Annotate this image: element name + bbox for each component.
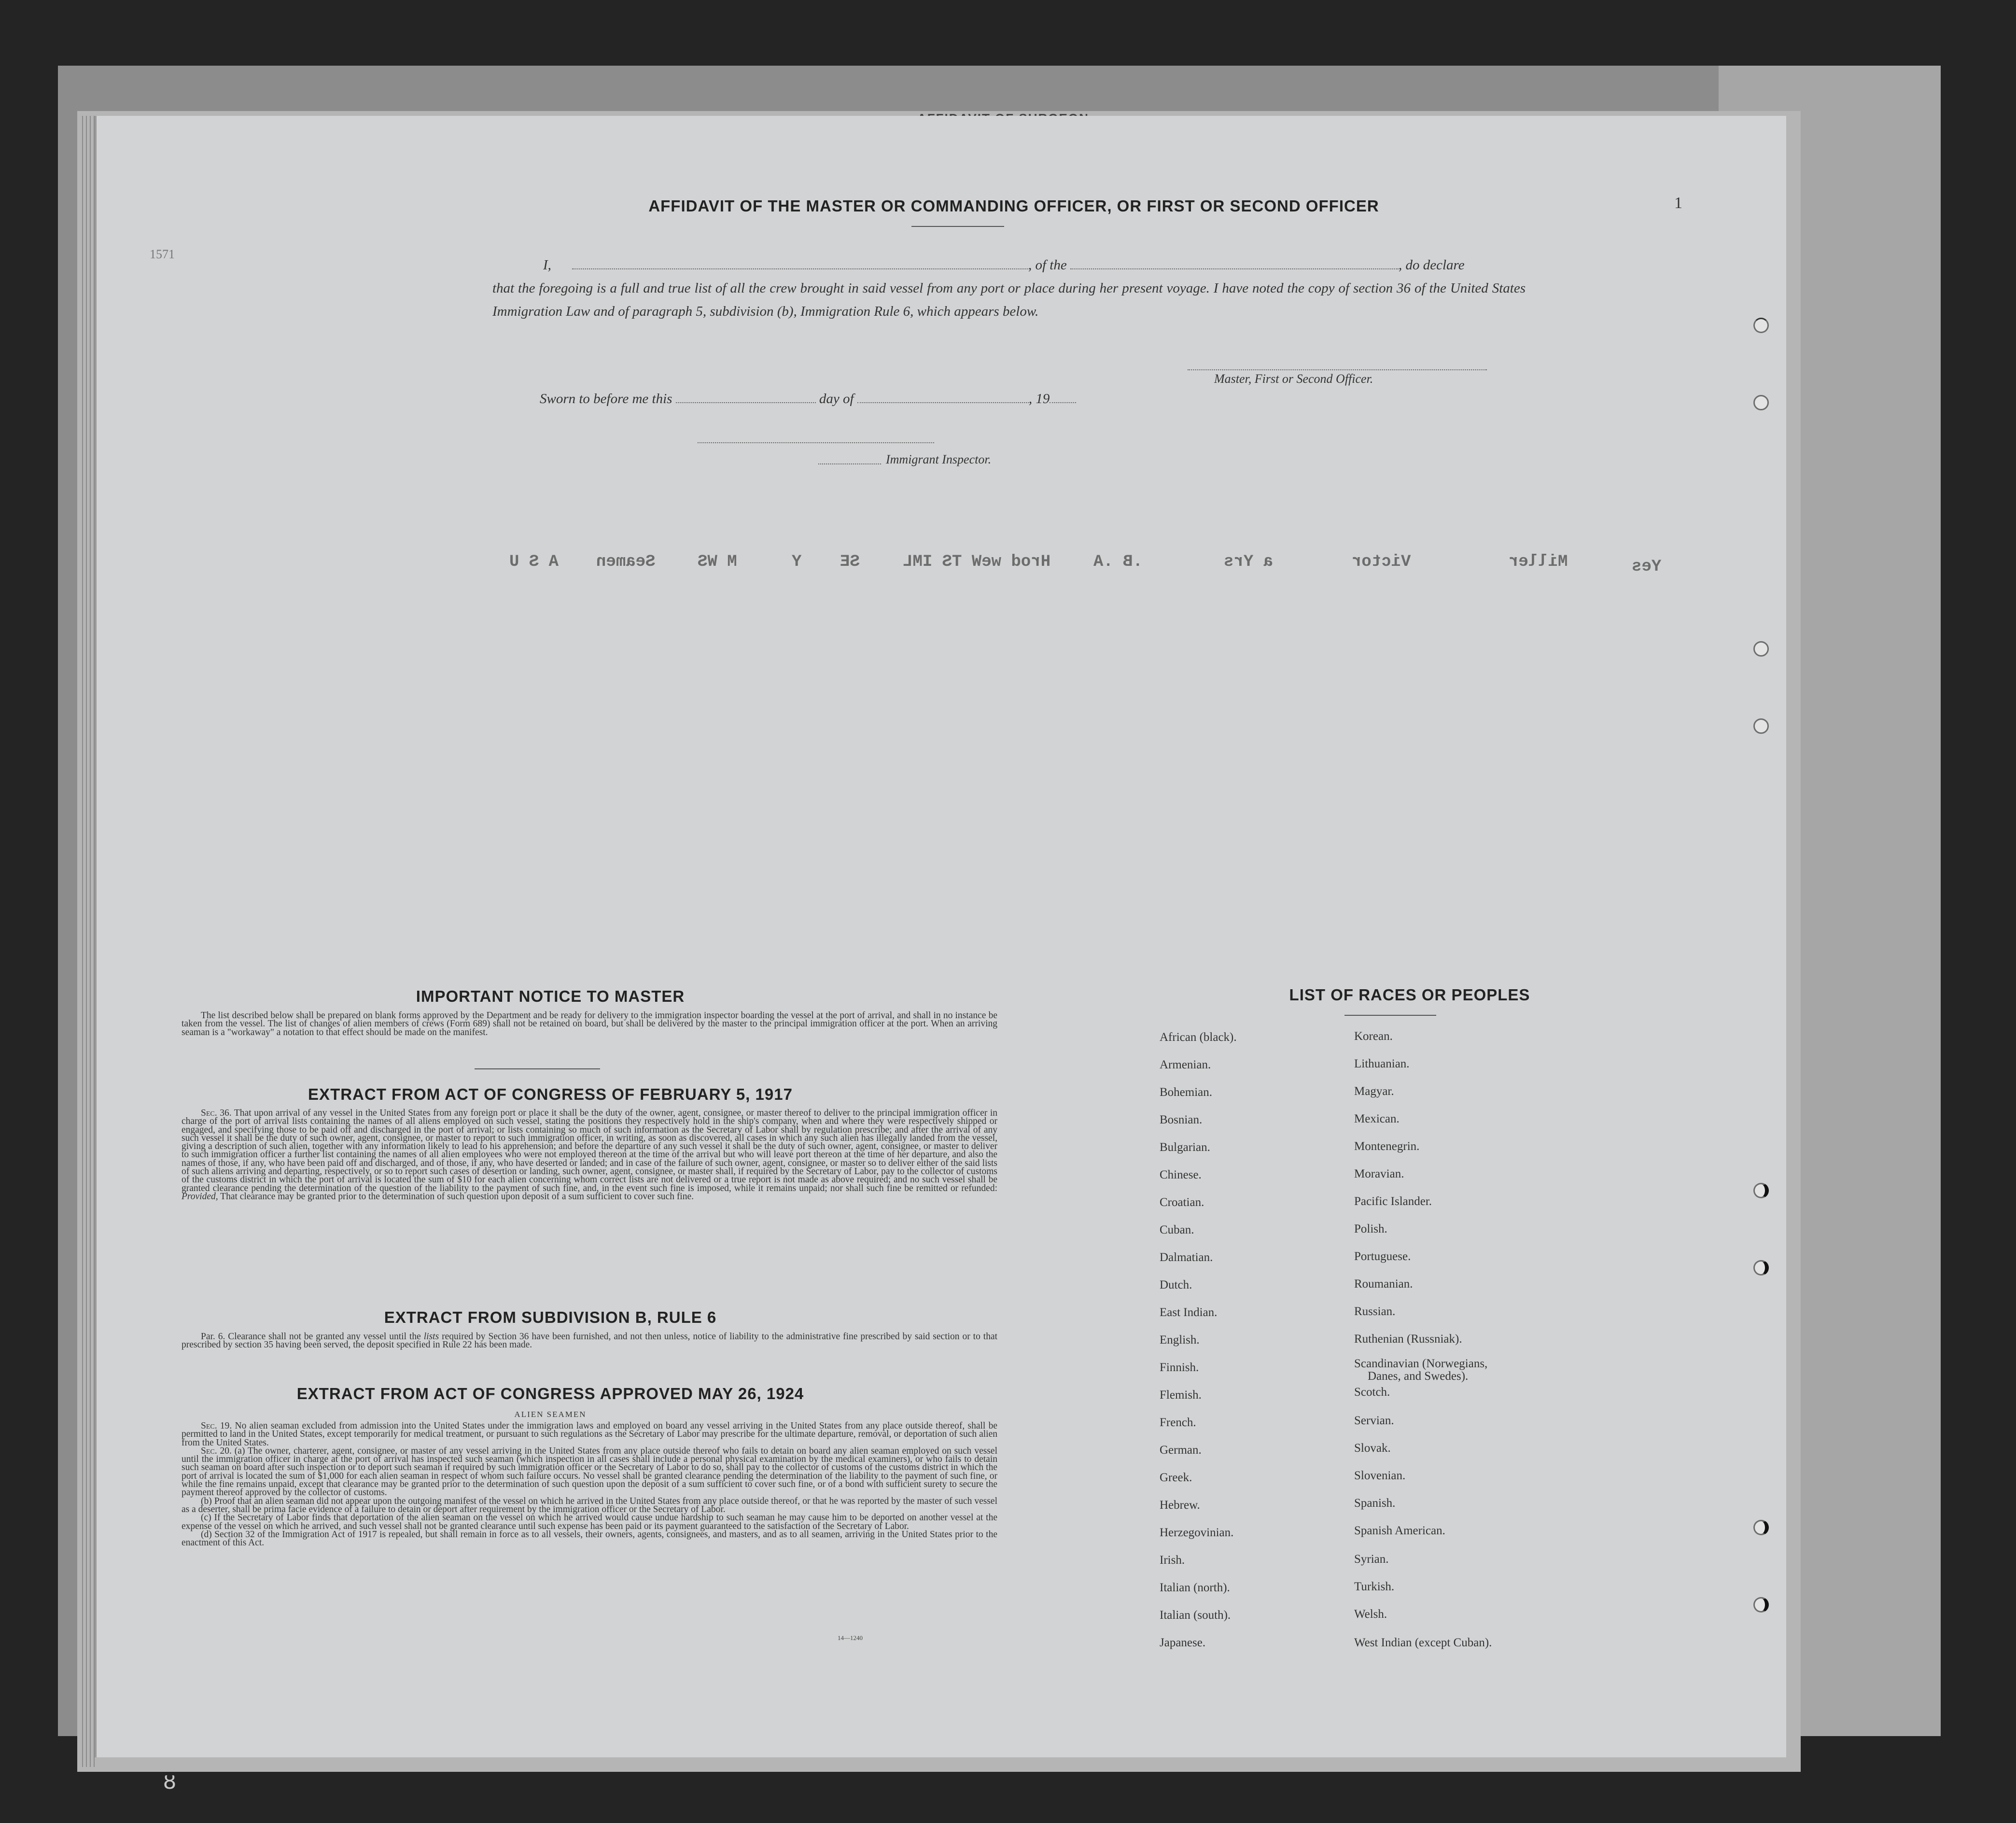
race-item: French. (1160, 1416, 1196, 1429)
bleed-text: Victor (1352, 553, 1411, 571)
race-item: Korean. (1354, 1030, 1393, 1043)
race-item: Italian (north). (1160, 1581, 1230, 1594)
race-item: Dutch. (1160, 1278, 1192, 1291)
races-rule (1344, 1015, 1436, 1016)
sec19-label: Sec. 19. (201, 1421, 232, 1431)
name-blank[interactable] (572, 268, 1028, 269)
race-item: Bulgarian. (1160, 1141, 1210, 1154)
bleed-text: a Yrs (1224, 553, 1274, 571)
rule6-text (182, 1332, 997, 1349)
race-item: Lithuanian. (1354, 1057, 1410, 1070)
race-item: African (black). (1160, 1031, 1237, 1044)
affidavit-pronoun: I, (543, 257, 551, 273)
act1924-heading: EXTRACT FROM ACT OF CONGRESS APPROVED MAY 26, 1924 (296, 1385, 804, 1402)
act1917-tail: That clearance may be granted prior to the determination of such question upon deposit of a sum sufficient to cover such fine. (220, 1191, 694, 1202)
form-number: 14—1240 (838, 1634, 863, 1641)
margin-mark: 1571 (150, 247, 175, 261)
race-item: Scandinavian (Norwegians, (1354, 1357, 1488, 1370)
binder-hole (1753, 1260, 1769, 1276)
affidavit-title: AFFIDAVIT OF THE MASTER OR COMMANDING OFFICER, OR FIRST OR SECOND OFFICER (648, 197, 1379, 215)
title-rule (911, 226, 1004, 227)
sec20d-text: (d) Section 32 of the Immigration Act of 1917 is repealed, but shall remain in force as to all vessels, their owners, agents, consignees, and masters, and as to all seamen, arriving in the United States prior to the enactment of this Act. (182, 1529, 997, 1548)
notice-rule (475, 1068, 600, 1069)
bleed-text: M WS (698, 553, 737, 571)
race-item: Scotch. (1354, 1386, 1390, 1399)
bleed-text: SE (840, 553, 860, 571)
rule6-heading: EXTRACT FROM SUBDIVISION B, RULE 6 (384, 1308, 717, 1326)
race-item: Irish. (1160, 1554, 1185, 1567)
race-item: Croatian. (1160, 1196, 1204, 1209)
film-scratch-mark: ȣ (163, 1769, 176, 1794)
sworn-day-blank[interactable] (676, 402, 816, 403)
race-item: Ruthenian (Russniak). (1354, 1332, 1462, 1346)
race-item: Cuban. (1160, 1223, 1194, 1236)
races-heading: LIST OF RACES OR PEOPLES (1289, 986, 1530, 1004)
bleed-text: Seamen (596, 553, 656, 571)
race-item: Servian. (1354, 1414, 1394, 1427)
master-signature-line[interactable] (1188, 369, 1487, 370)
document-page (97, 116, 1786, 1757)
race-item: Montenegrin. (1354, 1140, 1420, 1153)
race-item: West Indian (except Cuban). (1354, 1636, 1492, 1649)
race-item-continuation: Danes, and Swedes). (1368, 1370, 1469, 1383)
act1917-provided: Provided, (182, 1191, 218, 1202)
race-item: Finnish. (1160, 1361, 1199, 1374)
race-item: Herzegovinian. (1160, 1526, 1234, 1539)
act1924-text (182, 1422, 997, 1547)
bleed-text: Y (792, 553, 802, 571)
sworn-line (540, 391, 1076, 407)
sworn-year-blank[interactable] (1050, 402, 1076, 403)
race-item: Slovak. (1354, 1442, 1391, 1455)
alien-seamen-subheading: ALIEN SEAMEN (514, 1410, 587, 1419)
notice-heading: IMPORTANT NOTICE TO MASTER (416, 987, 685, 1005)
inspector-signature-line-2 (818, 463, 881, 464)
rule6-body-a: Par. 6. Clearance shall not be granted any vessel until the (201, 1332, 421, 1342)
binder-hole (1753, 1183, 1769, 1198)
race-item: Hebrew. (1160, 1499, 1200, 1512)
rule6-lists: lists (423, 1332, 439, 1342)
race-item: East Indian. (1160, 1306, 1218, 1319)
binder-hole (1753, 318, 1769, 333)
race-item: Spanish. (1354, 1497, 1396, 1510)
bleed-text: A S U (509, 553, 559, 571)
race-item: Syrian. (1354, 1553, 1389, 1566)
sec20c-text: (c) If the Secretary of Labor finds that deportation of the alien seaman on the vessel on which he arrived would cause undue hardship to such seaman he may cause him to be deported on another vessel at the expense of the vessel on which he arrived, and such vessel shall not be granted clearance until such expense has been paid or its payment guaranteed to the satisfaction of the Secretary of Labor. (182, 1513, 997, 1531)
race-item: Greek. (1160, 1471, 1192, 1484)
race-item: English. (1160, 1333, 1200, 1346)
race-item: Welsh. (1354, 1608, 1387, 1621)
race-item: Mexican. (1354, 1112, 1400, 1125)
race-item: Bohemian. (1160, 1086, 1213, 1099)
race-item: Spanish American. (1354, 1524, 1445, 1537)
race-item: Flemish. (1160, 1388, 1202, 1402)
vessel-blank[interactable] (1070, 268, 1399, 269)
act1917-heading: EXTRACT FROM ACT OF CONGRESS OF FEBRUARY 5, 1917 (308, 1085, 793, 1103)
bleed-text: .B .A (1093, 553, 1143, 571)
affidavit-do-declare: , do declare (1399, 257, 1465, 273)
affidavit-of-the: , of the (1028, 257, 1067, 273)
race-item: Turkish. (1354, 1580, 1395, 1593)
act1917-sec-label: Sec. 36. (201, 1108, 232, 1118)
act1917-body: That upon arrival of any vessel in the United States from any foreign port or place it shall be the duty of the owner, agent, consignee, or master thereof to deliver to the principal immigration officer in charge of the port of arrival lists containing the names of all aliens employed on such vessel, stating the positions they respectively hold in the ship's company, when and where they were respectively shipped or engaged, and specifying those to be paid off and discharged in the port of arrival; or lists containing so much of such information as the Secretary of Labor shall by regulation prescribe; and after the arrival of any such vessel it shall be the duty of such owner, agent, consignee, or master to report to such immigration officer, in writing, as soon as discovered, all cases in which any such alien has illegally landed from the vessel, giving a description of such alien, together with any information likely to lead to his apprehension; and before the departure of any such vessel it shall be the duty of such owner, agent, consignee, or master to deliver to such immigration officer a further list containing the names of all alien employees who were not employed thereon at the time of the arrival but who will leave port thereon at the time of her departure, and also the names of those, if any, who have been paid off and discharged, and of those, if any, who have deserted or landed; and in case of the failure of such owner, agent, consignee, or master so to deliver either of the said lists of such aliens arriving and departing, respectively, or so to report such cases of desertion or landing, such owner, agent, consignee, or master shall, if required by the Secretary of Labor, pay to the collector of customs of the customs district in which the port of arrival is located the sum of $10 for each alien concerning whom correct lists are not delivered or a true report is not made as above required; and no such vessel shall be granted clearance pending the determination of the question of the liability to the payment of such fine, and, in the event such fine is imposed, while it remains unpaid; nor shall such fine be remitted or refunded: (182, 1108, 997, 1193)
race-item: Magyar. (1354, 1085, 1394, 1098)
race-item: German. (1160, 1444, 1202, 1457)
binder-hole (1753, 1597, 1769, 1613)
race-item: Portuguese. (1354, 1250, 1411, 1263)
bleed-text: Miller (1509, 553, 1568, 571)
sec20-label: Sec. 20. (201, 1445, 232, 1456)
inspector-caption: Immigrant Inspector. (886, 452, 992, 466)
binder-hole (1753, 1520, 1769, 1535)
race-item: Russian. (1354, 1305, 1396, 1318)
year-prefix: , 19 (1028, 391, 1050, 407)
race-item: Pacific Islander. (1354, 1195, 1432, 1208)
race-item: Roumanian. (1354, 1277, 1413, 1290)
race-item: Polish. (1354, 1222, 1387, 1235)
race-item: Italian (south). (1160, 1609, 1231, 1622)
sec20a-text: (a) The owner, charterer, agent, consignee, or master of any vessel arriving in the United States from any place outside thereof who fails to detain on board any alien seaman employed on such vessel until the immigration officer in charge at the port of arrival has inspected such seaman (which inspection in all cases shall include a personal physical examination by the medical examiners), or who fails to detain such seaman on board after such inspection or to deport such seaman if required by such immigration officer or the Secretary of Labor to do so, shall pay to the collector of customs of the customs district in which the port of arrival is located the sum of $1,000 for each alien seaman in respect of whom such failure occurs. No vessel shall be granted clearance pending the determination of the liability to the payment of such fine, or while the fine remains unpaid, except that clearance may be granted prior to the determination of such question upon the deposit of a sum sufficient to cover such fine, or of a bond with sufficient surety to secure the payment thereof approved by the collector of customs. (182, 1445, 997, 1498)
race-item: Chinese. (1160, 1168, 1202, 1181)
bleed-text: Hrod weW TS IML (903, 553, 1051, 571)
page-number: 1 (1674, 194, 1682, 212)
day-of-label: day of (819, 391, 854, 407)
race-item: Armenian. (1160, 1058, 1211, 1071)
rule6-body-b: required by Section 36 have been furnished, and not then unless, notice of liability to the administrative fine prescribed by said section or to that prescribed by section 35 having been served, the deposit specified in Rule 22 has been made. (182, 1332, 998, 1350)
binder-hole (1753, 395, 1769, 410)
sworn-prefix: Sworn to before me this (540, 391, 672, 407)
notice-text: The list described below shall be prepared on blank forms approved by the Department and be ready for delivery to the immigration inspector boarding the vessel at the port of arrival, and shall in no instance be taken from the vessel. The list of changes of alien members of crews (Form 689) shall not be retained on board, but shall be delivered by the master to the principal immigration officer at the port. When an arriving seaman is a "workaway" a notation to that effect should be made on the manifest. (182, 1010, 997, 1038)
race-item: Japanese. (1160, 1636, 1206, 1649)
sec19-text: No alien seaman excluded from admission into the United States under the immigration laws and employed on board any vessel arriving in the United States from any place outside thereof, shall be permitted to land in the United States, except temporarily for medical treatment, or pursuant to such regulations as the Secretary of Labor may prescribe for the ultimate departure, removal, or deportation of such alien from the United States. (182, 1421, 998, 1448)
race-item: Slovenian. (1354, 1469, 1406, 1482)
inspector-signature-line[interactable] (698, 442, 934, 443)
sec20b-text: (b) Proof that an alien seaman did not appear upon the outgoing manifest of the vessel on which he arrived in the United States from any place outside thereof, or that he was reported by the master of such vessel as a deserter, shall be prima facie evidence of a failure to detain or deport after requirement by the immigration officer or the Secretary of Labor. (182, 1496, 997, 1514)
race-item: Moravian. (1354, 1167, 1404, 1180)
sworn-month-blank[interactable] (857, 402, 1029, 403)
bleed-text: Yes (1632, 558, 1662, 576)
stacked-page-edges (81, 116, 96, 1767)
affidavit-statement (492, 253, 1526, 323)
binder-hole (1753, 641, 1769, 657)
affidavit-body: that the foregoing is a full and true list of all the crew brought in said vessel from any port or place during her present voyage. I have noted the copy of section 36 of the United States Immigration Law and of paragraph 5, subdivision (b), Immigration Rule 6, which appears below. (492, 280, 1526, 319)
binder-hole (1753, 718, 1769, 734)
master-caption: Master, First or Second Officer. (1214, 372, 1373, 386)
act1917-text (182, 1109, 997, 1201)
race-item: Dalmatian. (1160, 1251, 1213, 1264)
race-item: Bosnian. (1160, 1113, 1203, 1126)
